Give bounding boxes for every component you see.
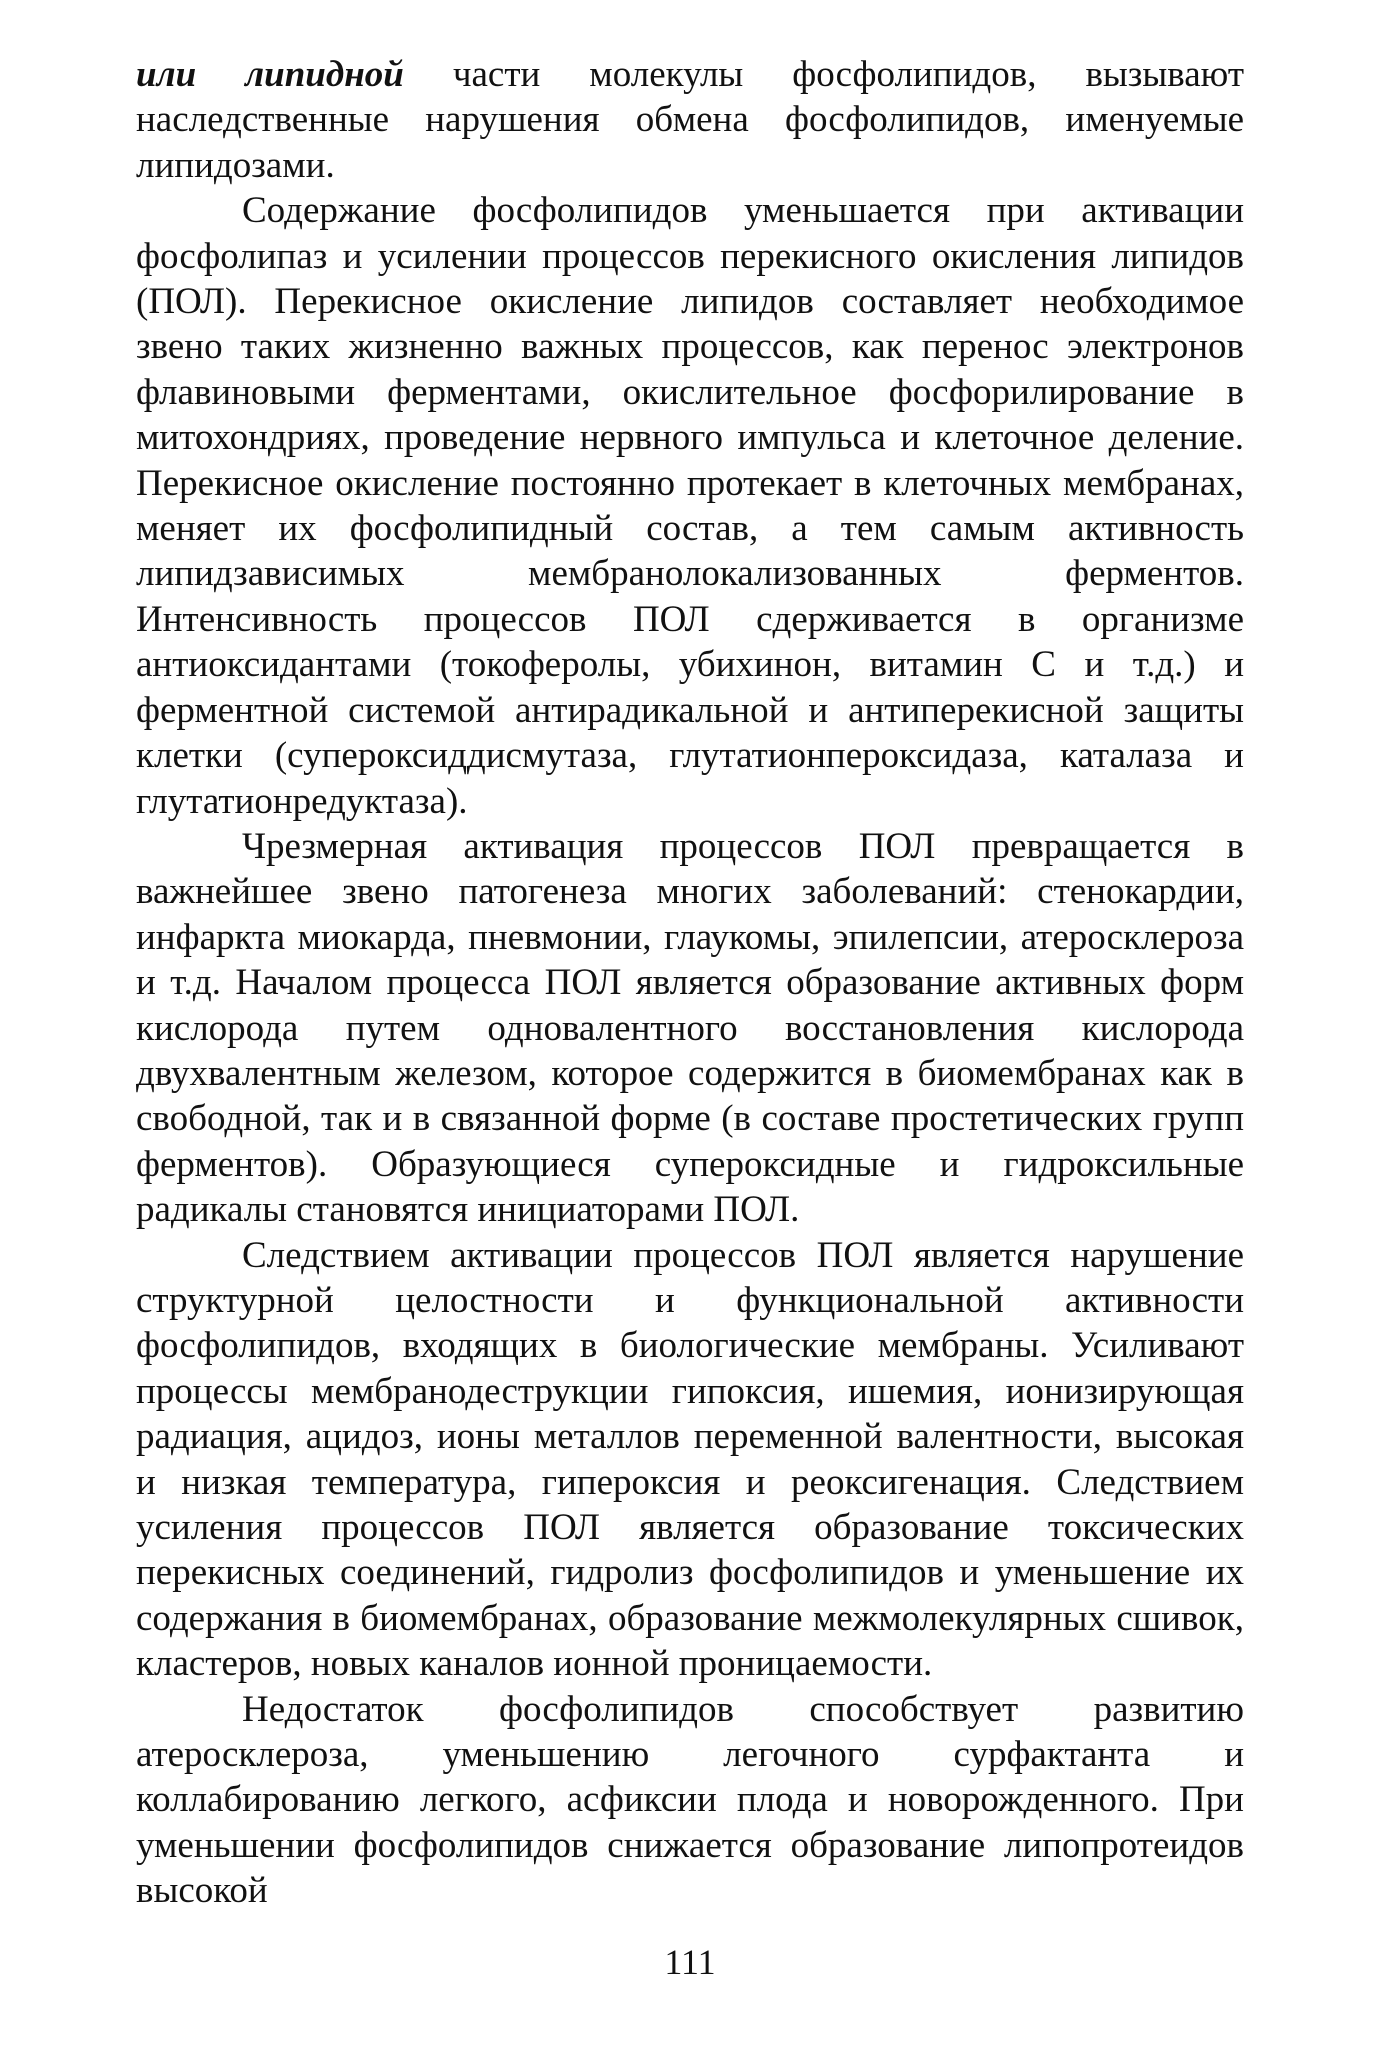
book-page: [136, 52, 1244, 2012]
paragraph-lipid-peroxidation: Содержание фосфолипидов уменьшается при активации фосфолипаз и усилении процессов перекисного окисления липидов (ПОЛ). Перекисное окисление липидов составляет необходимое звено таких жизненно важных процессов, как перенос электронов флавиновыми ферментами, окислительное фосфорилирование в митохондриях, проведение нервного импульса и клеточное деление. Перекисное окисление постоянно протекает в клеточных мембранах, меняет их фосфолипидный состав, а тем самым активность липидзависимых мембранолокализованных ферментов. Интенсивность процессов ПОЛ сдерживается в организме антиоксидантами (токоферолы, убихинон, витамин С и т.д.) и ферментной системой антирадикальной и антиперекисной защиты клетки (супероксиддисмутаза, глутатионпероксидаза, каталаза и глутатионредуктаза).: [136, 190, 1244, 822]
page-number: 111: [664, 1942, 716, 1982]
paragraph-continuation: части молекулы фосфолипидов, вызывают наследственные нарушения обмена фосфолипидов, именуемые липидозами.: [136, 54, 1244, 186]
italic-fragment: или липидной: [136, 54, 404, 95]
paragraph-consequences: Следствием активации процессов ПОЛ является нарушение структурной целостности и функциональной активности фосфолипидов, входящих в биологические мембраны. Усиливают процессы мембранодеструкции гипоксия, ишемия, ионизирующая радиация, ацидоз, ионы металлов переменной валентности, высокая и низкая температура, гипероксия и реоксигенация. Следствием усиления процессов ПОЛ является образование токсических перекисных соединений, гидролиз фосфолипидов и уменьшение их содержания в биомембранах, образование межмолекулярных сшивок, кластеров, новых каналов ионной проницаемости.: [136, 1234, 1244, 1685]
continued-paragraph: [136, 52, 1244, 188]
paragraph-excessive-activation: Чрезмерная активация процессов ПОЛ превращается в важнейшее звено патогенеза многих заболеваний: стенокардии, инфаркта миокарда, пневмонии, глаукомы, эпилепсии, атеросклероза и т.д. Началом процесса ПОЛ является образование активных форм кислорода путем одновалентного восстановления кислорода двухвалентным железом, которое содержится в биомембранах как в свободной, так и в связанной форме (в составе простетических групп ферментов). Образующиеся супероксидные и гидроксильные радикалы становятся инициаторами ПОЛ.: [136, 825, 1244, 1231]
paragraph-deficiency: Недостаток фосфолипидов способствует развитию атеросклероза, уменьшению легочного сурфактанта и коллабированию легкого, асфиксии плода и новорожденного. При уменьшении фосфолипидов снижается образование липопротеидов высокой: [136, 1688, 1244, 1912]
